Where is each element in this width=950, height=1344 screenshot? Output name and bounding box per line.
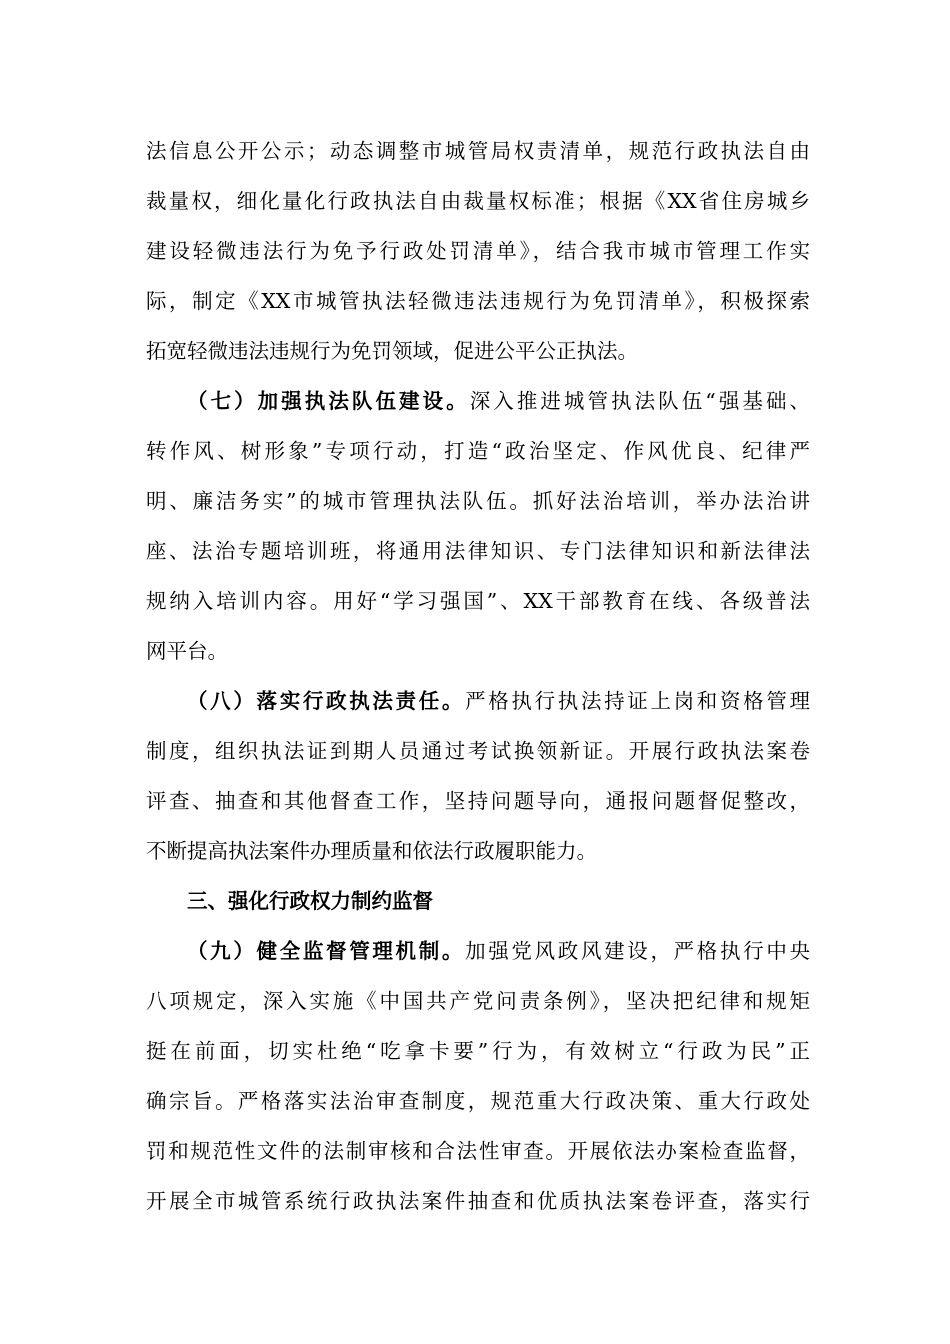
text-line: 建设轻微违法行为免予行政处罚清单》，结合我市城市管理工作实 — [146, 239, 810, 263]
text-line: 挺在前面，切实杜绝“吃拿卡要”行为，有效树立“行政为民”正 — [146, 1039, 810, 1063]
paragraph-first-line — [146, 926, 810, 976]
section-heading: 三、强化行政权力制约监督 — [187, 889, 433, 913]
text-line: 裁量权，细化量化行政执法自由裁量权标准；根据《XX省住房城乡 — [146, 189, 810, 213]
paragraph-first-line — [146, 376, 810, 426]
text-line: 评查、抽查和其他督查工作，坚持问题导向，通报问题督促整改， — [146, 789, 810, 813]
text-line: 开展全市城管系统行政执法案件抽查和优质执法案卷评查，落实行 — [146, 1189, 810, 1213]
text-line: 制度，组织执法证到期人员通过考试换领新证。开展行政执法案卷 — [146, 739, 810, 763]
text-line: 座、法治专题培训班，将通用法律知识、专门法律知识和新法律法 — [146, 539, 810, 563]
section-heading-block — [146, 876, 810, 926]
text-line: 规纳入培训内容。用好“学习强国”、XX干部教育在线、各级普法 — [146, 589, 810, 613]
text-line: 八项规定，深入实施《中国共产党问责条例》，坚决把纪律和规矩 — [146, 989, 810, 1013]
text-line: 明、廉洁务实”的城市管理执法队伍。抓好法治培训，举办法治讲 — [146, 489, 810, 513]
text-line: 网平台。 — [146, 639, 228, 663]
paragraph-first-line — [146, 676, 810, 726]
text-line: 拓宽轻微违法违规行为免罚领域，促进公平公正执法。 — [146, 339, 638, 363]
text-run: 严格执行执法持证上岗和资格管理 — [465, 689, 811, 713]
document-body — [146, 126, 810, 1226]
paragraph-4 — [146, 926, 810, 1226]
text-run: 深入推进城管执法队伍“强基础、 — [469, 389, 810, 413]
text-line: 法信息公开公示；动态调整市城管局权责清单，规范行政执法自由 — [146, 139, 810, 163]
text-line: 转作风、树形象”专项行动，打造“政治坚定、作风优良、纪律严 — [146, 439, 810, 463]
text-line: 际，制定《XX市城管执法轻微违法违规行为免罚清单》，积极探索 — [146, 289, 810, 313]
text-line: 确宗旨。严格落实法治审查制度，规范重大行政决策、重大行政处 — [146, 1089, 810, 1113]
section-lead: （八）落实行政执法责任。 — [187, 689, 466, 713]
paragraph-2 — [146, 376, 810, 676]
text-line: 罚和规范性文件的法制审核和合法性审查。开展依法办案检查监督， — [146, 1139, 810, 1163]
section-lead: （七）加强执法队伍建设。 — [187, 389, 470, 413]
text-line: 不断提高执法案件办理质量和依法行政履职能力。 — [146, 839, 597, 863]
text-run: 加强党风政风建设，严格执行中央 — [465, 939, 811, 963]
paragraph-3 — [146, 676, 810, 876]
section-lead: （九）健全监督管理机制。 — [187, 939, 466, 963]
paragraph-1 — [146, 126, 810, 376]
